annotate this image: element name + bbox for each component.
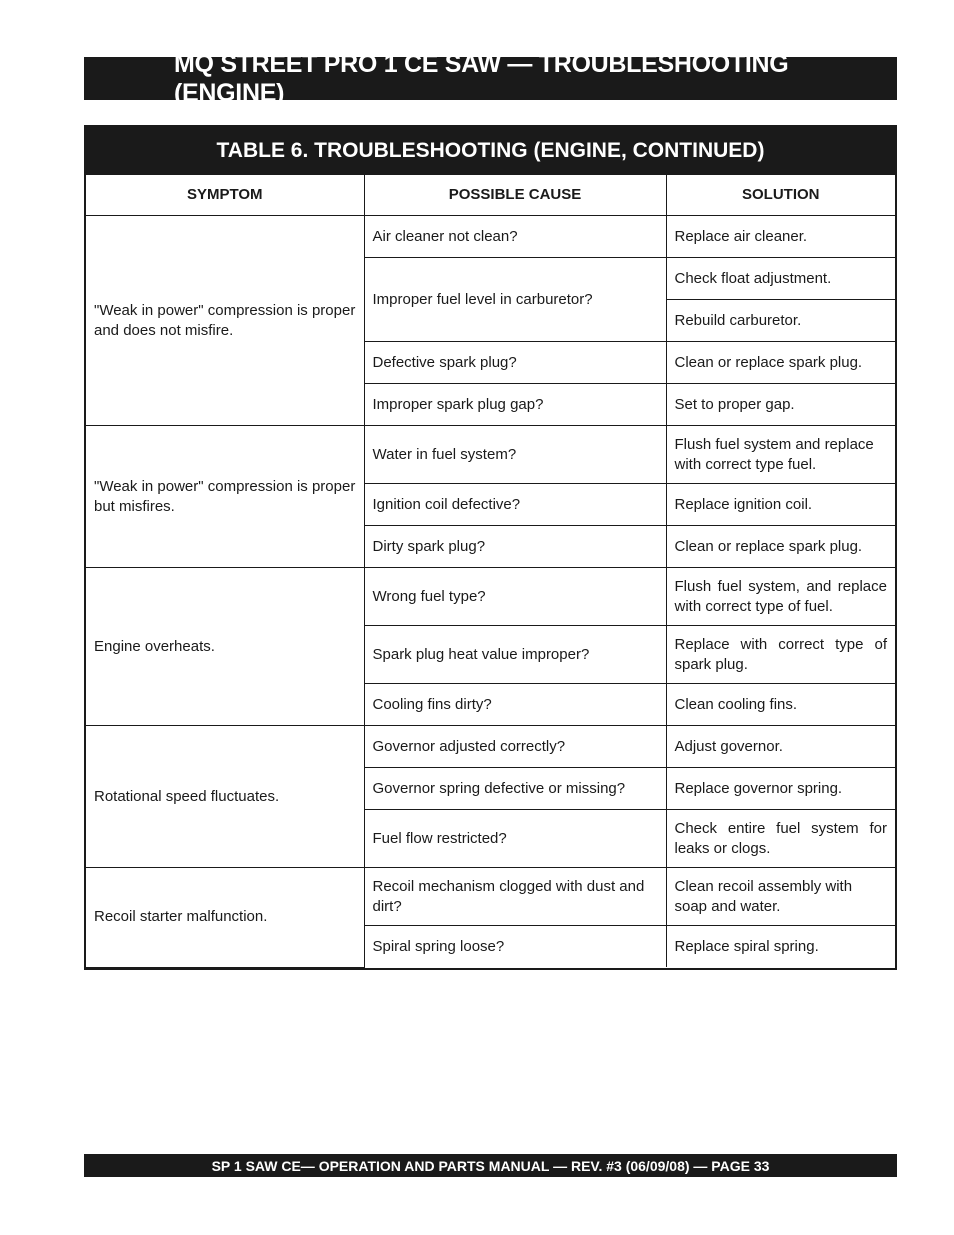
cause-cell: Spark plug heat value improper?	[364, 626, 666, 684]
cause-cell: Improper fuel level in carburetor?	[364, 258, 666, 342]
table-row	[86, 216, 895, 258]
table-row	[86, 426, 895, 484]
solution-cell: Clean or replace spark plug.	[666, 342, 895, 384]
solution-cell: Flush fuel system, and replace with correct type of fuel.	[666, 568, 895, 626]
solution-cell: Clean recoil assembly with soap and water.	[666, 868, 895, 926]
page-title: MQ STREET PRO 1 CE SAW — TROUBLESHOOTING (ENGINE)	[84, 57, 897, 100]
column-header-symptom: SYMPTOM	[86, 175, 364, 216]
solution-cell: Replace ignition coil.	[666, 484, 895, 526]
cause-cell: Recoil mechanism clogged with dust and dirt?	[364, 868, 666, 926]
symptom-cell: Engine overheats.	[86, 568, 364, 726]
solution-cell: Replace with correct type of spark plug.	[666, 626, 895, 684]
solution-cell: Check entire fuel system for leaks or clogs.	[666, 810, 895, 868]
column-header-cause: POSSIBLE CAUSE	[364, 175, 666, 216]
solution-cell: Rebuild carburetor.	[666, 300, 895, 342]
table-row	[86, 868, 895, 926]
cause-cell: Water in fuel system?	[364, 426, 666, 484]
symptom-cell: Recoil starter malfunction.	[86, 868, 364, 968]
cause-cell: Ignition coil defective?	[364, 484, 666, 526]
solution-cell: Check float adjustment.	[666, 258, 895, 300]
solution-cell: Replace governor spring.	[666, 768, 895, 810]
troubleshooting-grid	[86, 175, 895, 968]
cause-cell: Improper spark plug gap?	[364, 384, 666, 426]
table-row	[86, 568, 895, 626]
cause-cell: Defective spark plug?	[364, 342, 666, 384]
cause-cell: Dirty spark plug?	[364, 526, 666, 568]
solution-cell: Set to proper gap.	[666, 384, 895, 426]
solution-cell: Adjust governor.	[666, 726, 895, 768]
table-row	[86, 726, 895, 768]
cause-cell: Spiral spring loose?	[364, 926, 666, 968]
cause-cell: Governor spring defective or missing?	[364, 768, 666, 810]
column-header-solution: SOLUTION	[666, 175, 895, 216]
cause-cell: Fuel flow restricted?	[364, 810, 666, 868]
page-footer: SP 1 SAW CE— OPERATION AND PARTS MANUAL — REV. #3 (06/09/08) — PAGE 33	[84, 1154, 897, 1177]
solution-cell: Clean cooling fins.	[666, 684, 895, 726]
cause-cell: Air cleaner not clean?	[364, 216, 666, 258]
solution-cell: Clean or replace spark plug.	[666, 526, 895, 568]
cause-cell: Wrong fuel type?	[364, 568, 666, 626]
header-row	[86, 175, 895, 216]
symptom-cell: "Weak in power" compression is proper but misfires.	[86, 426, 364, 568]
table-title: TABLE 6. TROUBLESHOOTING (ENGINE, CONTINUED)	[86, 127, 895, 175]
troubleshooting-table	[84, 125, 897, 970]
cause-cell: Cooling fins dirty?	[364, 684, 666, 726]
solution-cell: Replace spiral spring.	[666, 926, 895, 968]
symptom-cell: Rotational speed fluctuates.	[86, 726, 364, 868]
solution-cell: Flush fuel system and replace with correct type fuel.	[666, 426, 895, 484]
symptom-cell: "Weak in power" compression is proper and does not misfire.	[86, 216, 364, 426]
cause-cell: Governor adjusted correctly?	[364, 726, 666, 768]
solution-cell: Replace air cleaner.	[666, 216, 895, 258]
